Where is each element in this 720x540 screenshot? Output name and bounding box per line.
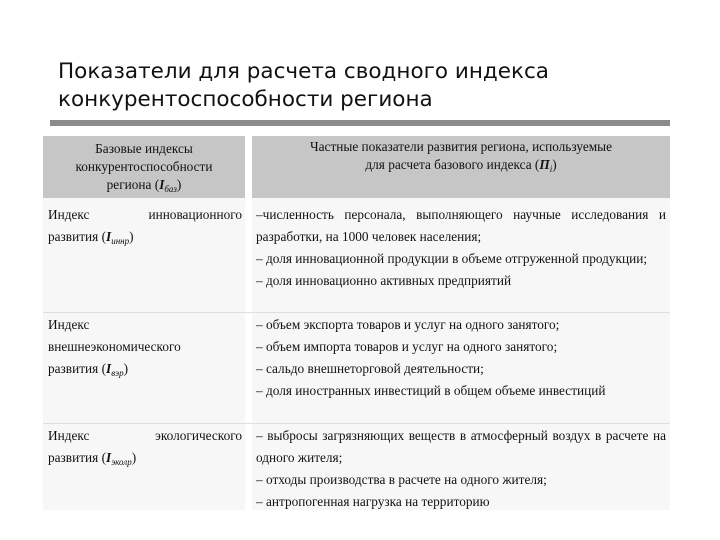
list-item: – доля инновационно активных предприятий: [256, 273, 512, 288]
table-row-innovation-index: Индекс инновационного развития $(I_{иннр})$: [48, 207, 242, 246]
header-left-line-2: конкурентоспособности: [75, 159, 213, 174]
table-row-foreign-economic-index: Индекс внешнеэкономического развития $(I_{вэр})$: [48, 317, 181, 378]
title-divider: [50, 120, 670, 126]
header-left-line-1: Базовые индексы: [95, 141, 193, 156]
list-item: –численность персонала, выполняющего научные исследования и разработки, на 1000 человек населения;: [256, 207, 666, 244]
table-row-innovation-indicators: [256, 204, 666, 292]
list-item: – антропогенная нагрузка на территорию: [256, 494, 490, 509]
table-row-ecological-indicators: [256, 425, 666, 513]
row-divider: [43, 423, 670, 424]
header-private-indicators: [252, 136, 670, 198]
list-item: – объем импорта товаров и услуг на одного занятого;: [256, 339, 558, 354]
slide-title-line-2: конкурентоспособности региона: [58, 87, 433, 112]
header-left-line-3: региона $(I_{баз})$: [106, 177, 182, 194]
header-right-line-1: Частные показатели развития региона, используемые: [310, 139, 612, 154]
list-item: – доля иностранных инвестиций в общем объеме инвестиций: [256, 383, 606, 398]
list-item: – отходы производства в расчете на одного жителя;: [256, 472, 547, 487]
list-item: – выбросы загрязняющих веществ в атмосферный воздух в расчете на одного жителя;: [256, 428, 666, 465]
slide-title: [58, 58, 698, 114]
list-item: – доля инновационной продукции в объеме отгруженной продукции;: [256, 251, 648, 266]
header-right-line-2: для расчета базового индекса $(П_i)$: [365, 157, 557, 174]
slide-title-line-1: Показатели для расчета сводного индекса: [58, 59, 549, 84]
header-base-indices: [43, 136, 245, 198]
table-row-foreign-economic-indicators: [256, 314, 666, 402]
list-item: – сальдо внешнеторговой деятельности;: [256, 361, 484, 376]
row-divider: [43, 312, 670, 313]
table-row-ecological-index: Индекс экологического развития $(I_{эколр})$: [48, 428, 242, 467]
list-item: – объем экспорта товаров и услуг на одного занятого;: [256, 317, 560, 332]
